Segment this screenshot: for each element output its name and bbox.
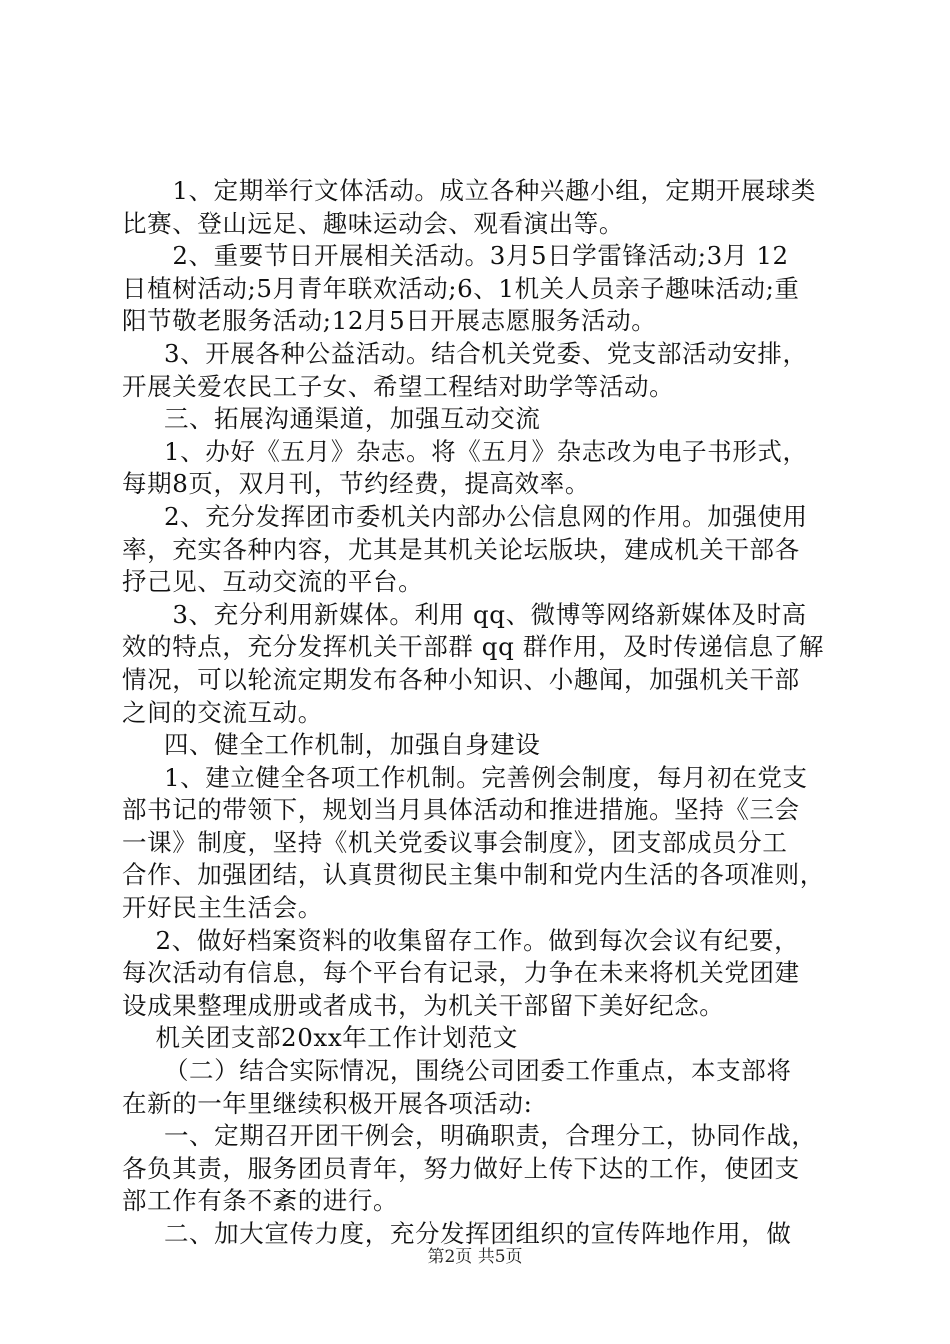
text-line: 设成果整理成册或者成书，为机关干部留下美好纪念。 bbox=[122, 990, 725, 1020]
text-line: 每次活动有信息，每个平台有记录，力争在未来将机关党团建 bbox=[122, 958, 800, 988]
document-body bbox=[122, 175, 834, 1251]
text-line: 效的特点，充分发挥机关干部群 qq 群作用，及时传递信息了解 bbox=[122, 632, 824, 662]
text-line: 日植树活动;5月青年联欢活动;6、1机关人员亲子趣味活动;重 bbox=[122, 273, 800, 303]
text-line: 1、办好《五月》杂志。将《五月》杂志改为电子书形式， bbox=[122, 436, 808, 466]
text-line: 二、加大宣传力度，充分发挥团组织的宣传阵地作用，做 bbox=[122, 1219, 792, 1248]
text-line: 各负其责，服务团员青年，努力做好上传下达的工作，使团支 bbox=[122, 1153, 800, 1183]
text-line: 1、建立健全各项工作机制。完善例会制度，每月初在党支 bbox=[122, 762, 808, 792]
text-line: （二）结合实际情况，围绕公司团委工作重点，本支部将 bbox=[122, 1056, 792, 1086]
text-line: 合作、加强团结，认真贯彻民主集中制和党内生活的各项准则， bbox=[122, 860, 825, 890]
text-line: 开好民主生活会。 bbox=[122, 893, 323, 923]
text-line: 2、做好档案资料的收集留存工作。做到每次会议有纪要， bbox=[122, 925, 800, 955]
text-line: 四、健全工作机制，加强自身建设 bbox=[122, 730, 541, 760]
text-line: 情况，可以轮流定期发布各种小知识、小趣闻，加强机关干部 bbox=[122, 664, 800, 694]
text-line: 开展关爱农民工子女、希望工程结对助学等活动。 bbox=[122, 371, 675, 401]
text-line: 一、定期召开团干例会，明确职责，合理分工，协同作战， bbox=[122, 1121, 817, 1151]
text-line: 部工作有条不紊的进行。 bbox=[122, 1186, 399, 1216]
text-line: 在新的一年里继续积极开展各项活动: bbox=[122, 1088, 533, 1118]
text-line: 阳节敬老服务活动;12月5日开展志愿服务活动。 bbox=[122, 306, 657, 336]
page-footer: 第2页 共5页 bbox=[427, 1247, 523, 1267]
text-line: 机关团支部20xx年工作计划范文 bbox=[122, 1023, 518, 1053]
text-line: 2、充分发挥团市委机关内部办公信息网的作用。加强使用 bbox=[122, 501, 808, 531]
text-line: 率，充实各种内容，尤其是其机关论坛版块，建成机关干部各 bbox=[122, 534, 800, 564]
text-line: 每期8页，双月刊，节约经费，提高效率。 bbox=[122, 469, 590, 499]
text-line: 3、开展各种公益活动。结合机关党委、党支部活动安排， bbox=[122, 338, 808, 368]
text-line: 部书记的带领下，规划当月具体活动和推进措施。坚持《三会 bbox=[122, 795, 800, 825]
text-line: 之间的交流互动。 bbox=[122, 697, 323, 727]
text-line: 抒己见、互动交流的平台。 bbox=[122, 567, 424, 597]
text-line: 2、重要节日开展相关活动。3月5日学雷锋活动;3月 12 bbox=[122, 241, 789, 271]
text-line: 3、充分利用新媒体。利用 qq、微博等网络新媒体及时高 bbox=[122, 599, 807, 629]
text-line: 1、定期举行文体活动。成立各种兴趣小组，定期开展球类 bbox=[122, 176, 817, 205]
text-line: 三、拓展沟通渠道，加强互动交流 bbox=[122, 404, 541, 434]
text-line: 一课》制度，坚持《机关党委议事会制度》，团支部成员分工 bbox=[122, 827, 788, 857]
text-line: 比赛、登山远足、趣味运动会、观看演出等。 bbox=[122, 208, 624, 238]
